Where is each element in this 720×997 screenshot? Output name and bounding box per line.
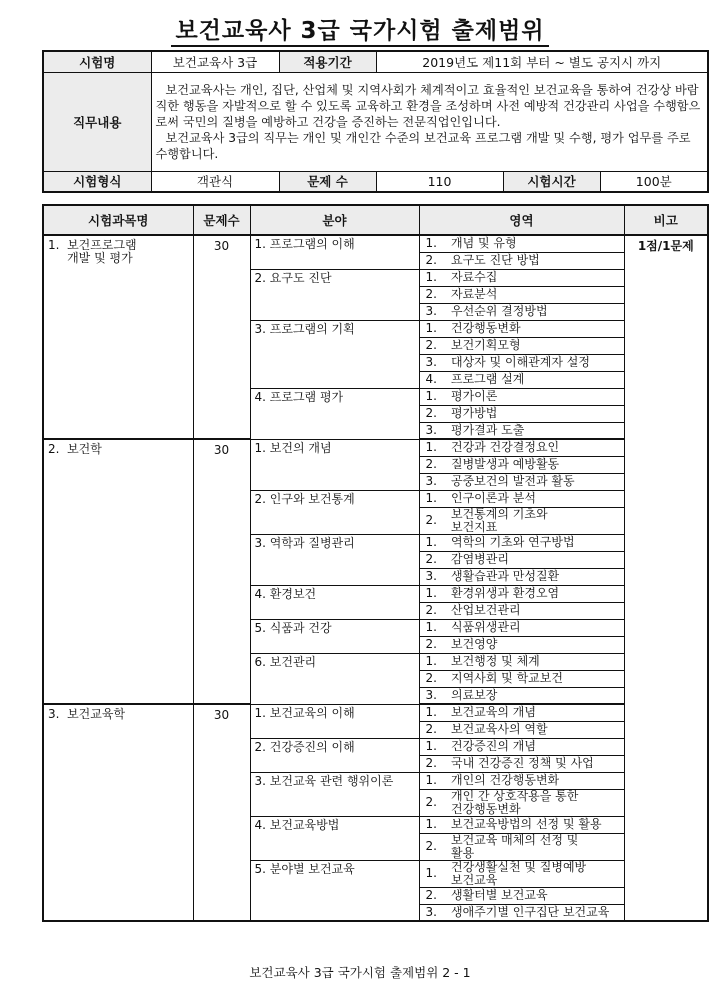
area-number: 3. bbox=[419, 303, 447, 320]
area-name: 평가결과 도출 bbox=[447, 422, 624, 439]
field-name: 6. 보건관리 bbox=[250, 653, 419, 704]
subject-name: 1. 보건프로그램 개발 및 평가 bbox=[43, 235, 193, 439]
exam-name-label: 시험명 bbox=[43, 51, 151, 72]
field-name: 1. 보건의 개념 bbox=[250, 439, 419, 490]
field-name: 2. 요구도 진단 bbox=[250, 269, 419, 320]
area-name: 지역사회 및 학교보건 bbox=[447, 670, 624, 687]
field-name: 4. 환경보건 bbox=[250, 585, 419, 619]
area-name: 개념 및 유형 bbox=[447, 235, 624, 252]
count-value: 110 bbox=[376, 171, 503, 192]
field-name: 1. 프로그램의 이해 bbox=[250, 235, 419, 269]
area-name: 감염병관리 bbox=[447, 551, 624, 568]
area-name: 보건교육 매체의 선정 및 활용 bbox=[447, 833, 624, 860]
area-name: 보건통계의 기초와 보건지표 bbox=[447, 507, 624, 534]
area-name: 생활습관과 만성질환 bbox=[447, 568, 624, 585]
header-subject: 시험과목명 bbox=[43, 205, 193, 235]
area-name: 환경위생과 환경오염 bbox=[447, 585, 624, 602]
note-cell: 1점/1문제 bbox=[624, 235, 708, 921]
area-number: 1. bbox=[419, 388, 447, 405]
subject-name: 2. 보건학 bbox=[43, 439, 193, 704]
area-name: 생애주기별 인구집단 보건교육 bbox=[447, 904, 624, 921]
area-name: 인구이론과 분석 bbox=[447, 490, 624, 507]
duty-paragraph-2: 보건교육사 3급의 직무는 개인 및 개인간 수준의 보건교육 프로그램 개발 및 수행, 평가 업무를 주로 수행합니다. bbox=[155, 130, 691, 161]
area-name: 우선순위 결정방법 bbox=[447, 303, 624, 320]
area-number: 1. bbox=[419, 772, 447, 789]
header-field: 분야 bbox=[250, 205, 419, 235]
area-number: 1. bbox=[419, 534, 447, 551]
area-number: 1. bbox=[419, 860, 447, 887]
area-number: 2. bbox=[419, 551, 447, 568]
field-name: 3. 프로그램의 기획 bbox=[250, 320, 419, 388]
table-row bbox=[43, 439, 708, 456]
area-number: 1. bbox=[419, 320, 447, 337]
area-name: 자료분석 bbox=[447, 286, 624, 303]
count-label: 문제 수 bbox=[279, 171, 376, 192]
subject-question-count: 30 bbox=[193, 704, 250, 921]
area-name: 국내 건강증진 정책 및 사업 bbox=[447, 755, 624, 772]
area-number: 2. bbox=[419, 670, 447, 687]
area-name: 보건기획모형 bbox=[447, 337, 624, 354]
area-number: 1. bbox=[419, 235, 447, 252]
area-number: 2. bbox=[419, 833, 447, 860]
field-name: 2. 인구와 보건통계 bbox=[250, 490, 419, 534]
area-number: 2. bbox=[419, 721, 447, 738]
time-label: 시험시간 bbox=[503, 171, 600, 192]
time-value: 100분 bbox=[600, 171, 708, 192]
duty-description bbox=[151, 72, 708, 171]
area-number: 2. bbox=[419, 405, 447, 422]
area-name: 건강증진의 개념 bbox=[447, 738, 624, 755]
header-note: 비고 bbox=[624, 205, 708, 235]
area-number: 2. bbox=[419, 602, 447, 619]
area-name: 식품위생관리 bbox=[447, 619, 624, 636]
duty-label: 직무내용 bbox=[43, 72, 151, 171]
header-area: 영역 bbox=[419, 205, 624, 235]
area-name: 평가방법 bbox=[447, 405, 624, 422]
area-name: 보건영양 bbox=[447, 636, 624, 653]
area-number: 3. bbox=[419, 568, 447, 585]
exam-name-value: 보건교육사 3급 bbox=[151, 51, 279, 72]
period-value: 2019년도 제11회 부터 ~ 별도 공지시 까지 bbox=[376, 51, 708, 72]
area-name: 개인 간 상호작용을 통한 건강행동변화 bbox=[447, 789, 624, 816]
field-name: 2. 건강증진의 이해 bbox=[250, 738, 419, 772]
area-name: 프로그램 설계 bbox=[447, 371, 624, 388]
area-number: 3. bbox=[419, 904, 447, 921]
area-name: 공중보건의 발전과 활동 bbox=[447, 473, 624, 490]
header-count: 문제수 bbox=[193, 205, 250, 235]
field-name: 1. 보건교육의 이해 bbox=[250, 704, 419, 738]
field-name: 5. 분야별 보건교육 bbox=[250, 860, 419, 921]
field-name: 4. 보건교육방법 bbox=[250, 816, 419, 860]
subject-name: 3. 보건교육학 bbox=[43, 704, 193, 921]
area-number: 2. bbox=[419, 789, 447, 816]
area-name: 질병발생과 예방활동 bbox=[447, 456, 624, 473]
area-number: 3. bbox=[419, 422, 447, 439]
area-number: 1. bbox=[419, 704, 447, 721]
area-number: 3. bbox=[419, 687, 447, 704]
area-name: 의료보장 bbox=[447, 687, 624, 704]
area-number: 2. bbox=[419, 755, 447, 772]
area-number: 1. bbox=[419, 439, 447, 456]
table-header-row bbox=[43, 205, 708, 235]
area-name: 생활터별 보건교육 bbox=[447, 887, 624, 904]
table-row bbox=[43, 704, 708, 721]
area-name: 건강생활실천 및 질병예방 보건교육 bbox=[447, 860, 624, 887]
field-name: 3. 보건교육 관련 행위이론 bbox=[250, 772, 419, 816]
area-name: 보건교육의 개념 bbox=[447, 704, 624, 721]
area-name: 보건교육방법의 선정 및 활용 bbox=[447, 816, 624, 833]
field-name: 4. 프로그램 평가 bbox=[250, 388, 419, 439]
area-name: 건강행동변화 bbox=[447, 320, 624, 337]
area-number: 2. bbox=[419, 252, 447, 269]
area-name: 대상자 및 이해관계자 설정 bbox=[447, 354, 624, 371]
area-number: 1. bbox=[419, 738, 447, 755]
page-title: 보건교육사 3급 국가시험 출제범위 bbox=[0, 12, 720, 45]
area-name: 요구도 진단 방법 bbox=[447, 252, 624, 269]
area-number: 1. bbox=[419, 619, 447, 636]
area-name: 보건교육사의 역할 bbox=[447, 721, 624, 738]
area-number: 3. bbox=[419, 354, 447, 371]
table-row bbox=[43, 235, 708, 252]
area-name: 건강과 건강결정요인 bbox=[447, 439, 624, 456]
exam-scope-table bbox=[42, 204, 709, 922]
area-name: 개인의 건강행동변화 bbox=[447, 772, 624, 789]
area-number: 3. bbox=[419, 473, 447, 490]
exam-info-table bbox=[42, 50, 709, 193]
subject-question-count: 30 bbox=[193, 439, 250, 704]
area-number: 2. bbox=[419, 286, 447, 303]
area-number: 2. bbox=[419, 507, 447, 534]
period-label: 적용기간 bbox=[279, 51, 376, 72]
area-number: 1. bbox=[419, 653, 447, 670]
subject-question-count: 30 bbox=[193, 235, 250, 439]
field-name: 5. 식품과 건강 bbox=[250, 619, 419, 653]
area-number: 2. bbox=[419, 456, 447, 473]
format-value: 객관식 bbox=[151, 171, 279, 192]
format-label: 시험형식 bbox=[43, 171, 151, 192]
area-number: 4. bbox=[419, 371, 447, 388]
duty-paragraph-1: 보건교육사는 개인, 집단, 산업체 및 지역사회가 체계적이고 효율적인 보건교육을 통하여 건강상 바람직한 행동을 자발적으로 할 수 있도록 교육하고 환경을 조성하며 사전 예방적 건강관리 사업을 수행함으로써 국민의 질병을 예방하고 건강을 증진하는 전문직업인입니다. bbox=[155, 82, 701, 129]
area-number: 2. bbox=[419, 887, 447, 904]
area-number: 1. bbox=[419, 269, 447, 286]
area-number: 1. bbox=[419, 585, 447, 602]
page-footer: 보건교육사 3급 국가시험 출제범위 2 - 1 bbox=[249, 965, 471, 980]
area-name: 보건행정 및 체계 bbox=[447, 653, 624, 670]
area-name: 역학의 기초와 연구방법 bbox=[447, 534, 624, 551]
area-number: 2. bbox=[419, 337, 447, 354]
area-name: 자료수집 bbox=[447, 269, 624, 286]
area-number: 2. bbox=[419, 636, 447, 653]
area-name: 평가이론 bbox=[447, 388, 624, 405]
area-number: 1. bbox=[419, 816, 447, 833]
area-name: 산업보건관리 bbox=[447, 602, 624, 619]
area-number: 1. bbox=[419, 490, 447, 507]
field-name: 3. 역학과 질병관리 bbox=[250, 534, 419, 585]
